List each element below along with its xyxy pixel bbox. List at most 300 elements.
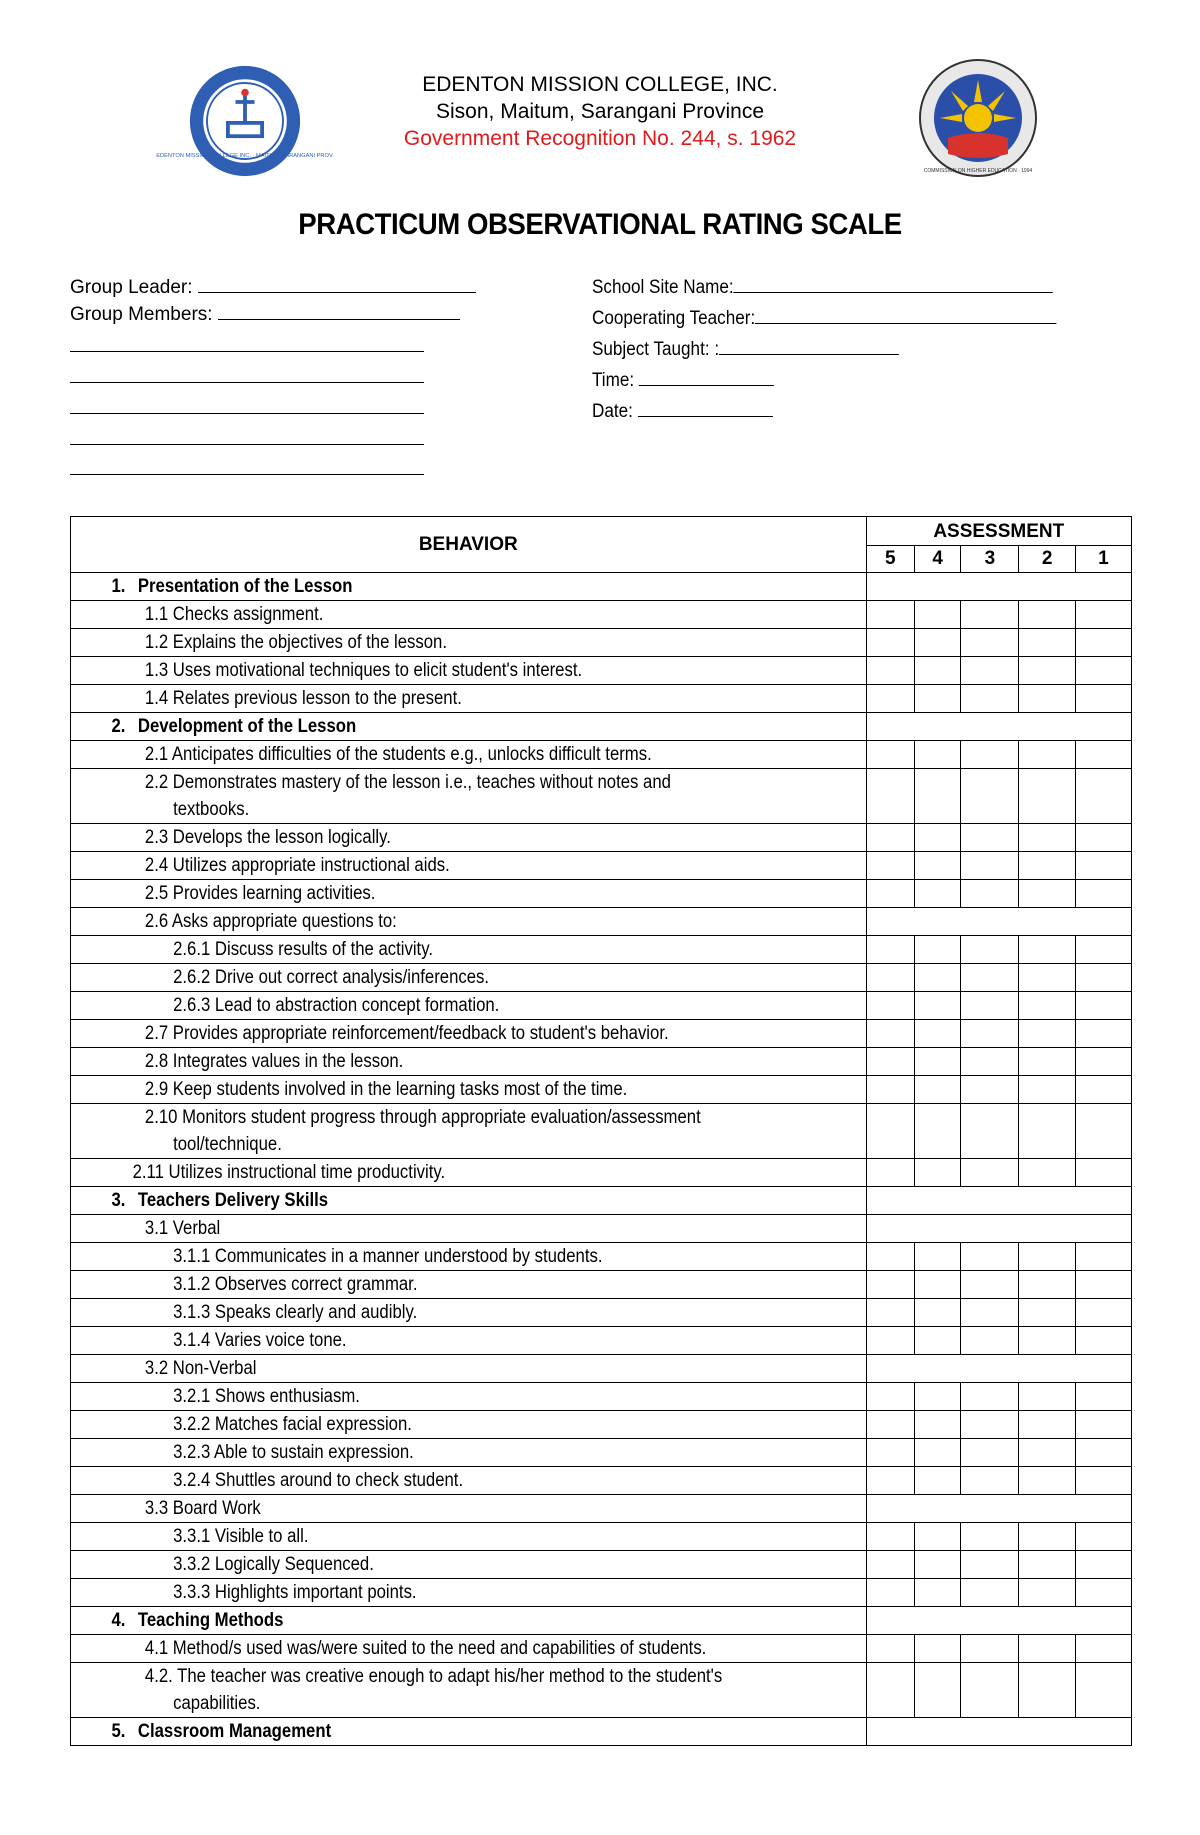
rating-checkbox-cell[interactable] [866, 964, 914, 992]
rating-checkbox-cell[interactable] [1075, 601, 1131, 629]
behavior-text: 2.2 Demonstrates mastery of the lesson i.e., teaches without notes and [144, 772, 671, 793]
rating-checkbox-cell[interactable] [1075, 1048, 1131, 1076]
rating-checkbox-cell[interactable] [961, 1104, 1019, 1159]
section-heading [71, 1607, 867, 1635]
scale-header-cell: 4 [914, 546, 960, 573]
rating-checkbox-cell[interactable] [1019, 629, 1075, 657]
behavior-text: 3.1.1 Communicates in a manner understood by students. [173, 1246, 603, 1267]
rating-checkbox-cell[interactable] [866, 936, 914, 964]
rating-checkbox-cell[interactable] [1019, 964, 1075, 992]
section-title: Teaching Methods [137, 1610, 284, 1631]
rating-checkbox-cell[interactable] [1019, 1663, 1075, 1718]
behavior-cell [71, 1327, 867, 1355]
table-row [71, 1048, 1132, 1076]
rating-checkbox-cell[interactable] [1019, 880, 1075, 908]
rating-checkbox-cell[interactable] [961, 601, 1019, 629]
rating-checkbox-cell[interactable] [961, 685, 1019, 713]
rating-checkbox-cell[interactable] [961, 1159, 1019, 1187]
rating-checkbox-cell[interactable] [1075, 741, 1131, 769]
behavior-cell [71, 657, 867, 685]
rating-checkbox-cell[interactable] [1019, 852, 1075, 880]
rating-checkbox-cell[interactable] [1019, 1104, 1075, 1159]
group-leader-field [70, 274, 476, 300]
rating-checkbox-cell[interactable] [961, 880, 1019, 908]
rating-checkbox-cell[interactable] [1075, 657, 1131, 685]
table-row [71, 1355, 1132, 1383]
rating-checkbox-cell[interactable] [1019, 1551, 1075, 1579]
rating-checkbox-cell[interactable] [1019, 1439, 1075, 1467]
behavior-text: 3.1.2 Observes correct grammar. [173, 1274, 418, 1295]
rating-checkbox-cell[interactable] [1019, 741, 1075, 769]
section-title: Presentation of the Lesson [137, 576, 353, 597]
rating-checkbox-cell[interactable] [866, 601, 914, 629]
rating-checkbox-cell[interactable] [1075, 1663, 1131, 1718]
table-row [71, 992, 1132, 1020]
rating-checkbox-cell[interactable] [1075, 1467, 1131, 1495]
rating-checkbox-cell[interactable] [914, 629, 960, 657]
behavior-text: 2.6.1 Discuss results of the activity. [173, 939, 433, 960]
rating-checkbox-cell[interactable] [866, 741, 914, 769]
left-logo-caption: EDENTON MISSION COLLEGE INC. · MAITUM, SARANGANI PROV. [156, 153, 334, 160]
behavior-text: 2.11 Utilizes instructional time productivity. [132, 1162, 446, 1183]
scale-header-cell: 2 [1019, 546, 1075, 573]
rating-checkbox-cell[interactable] [1019, 657, 1075, 685]
rating-checkbox-cell[interactable] [1019, 601, 1075, 629]
rating-checkbox-cell[interactable] [1075, 1411, 1131, 1439]
section-title: Development of the Lesson [137, 716, 357, 737]
blank-assessment-span [866, 1607, 1131, 1635]
behavior-text: 3.1.3 Speaks clearly and audibly. [173, 1302, 418, 1323]
section-heading [71, 1187, 867, 1215]
rating-checkbox-cell[interactable] [914, 824, 960, 852]
rating-checkbox-cell[interactable] [1019, 1411, 1075, 1439]
rating-checkbox-cell[interactable] [866, 1635, 914, 1663]
rating-checkbox-cell[interactable] [914, 1076, 960, 1104]
behavior-cell [71, 1523, 867, 1551]
table-row [71, 1383, 1132, 1411]
rating-checkbox-cell[interactable] [961, 1551, 1019, 1579]
rating-checkbox-cell[interactable] [1075, 1523, 1131, 1551]
rating-checkbox-cell[interactable] [914, 1104, 960, 1159]
rating-checkbox-cell[interactable] [1019, 1243, 1075, 1271]
rating-checkbox-cell[interactable] [914, 1020, 960, 1048]
blank-assessment-span [866, 1495, 1131, 1523]
rating-checkbox-cell[interactable] [914, 1551, 960, 1579]
rating-checkbox-cell[interactable] [1075, 1439, 1131, 1467]
rating-checkbox-cell[interactable] [1075, 1159, 1131, 1187]
member-blank-line[interactable] [70, 413, 424, 414]
rating-checkbox-cell[interactable] [1019, 1159, 1075, 1187]
member-blank-line[interactable] [70, 474, 424, 475]
behavior-cell [71, 992, 867, 1020]
section-heading [71, 1718, 867, 1746]
behavior-text-continued: textbooks. [173, 799, 250, 820]
table-row [71, 657, 1132, 685]
behavior-cell [71, 1383, 867, 1411]
rating-checkbox-cell[interactable] [961, 741, 1019, 769]
rating-checkbox-cell[interactable] [1019, 1299, 1075, 1327]
behavior-cell [71, 601, 867, 629]
behavior-text: 2.10 Monitors student progress through appropriate evaluation/assessment [144, 1107, 701, 1128]
table-row [71, 1551, 1132, 1579]
rating-checkbox-cell[interactable] [961, 1439, 1019, 1467]
behavior-cell [71, 1243, 867, 1271]
section-number: 4. [111, 1610, 126, 1631]
time-label: Time: [592, 370, 635, 391]
rating-checkbox-cell[interactable] [914, 1048, 960, 1076]
rating-checkbox-cell[interactable] [961, 769, 1019, 824]
behavior-text: 3.2.1 Shows enthusiasm. [173, 1386, 360, 1407]
behavior-text: 2.6 Asks appropriate questions to: [144, 911, 397, 932]
rating-checkbox-cell[interactable] [1075, 880, 1131, 908]
rating-checkbox-cell[interactable] [914, 657, 960, 685]
rating-checkbox-cell[interactable] [914, 880, 960, 908]
cooperating-teacher-line[interactable] [755, 305, 1057, 324]
behavior-cell [71, 1411, 867, 1439]
rating-checkbox-cell[interactable] [961, 1523, 1019, 1551]
rating-checkbox-cell[interactable] [866, 1383, 914, 1411]
rating-checkbox-cell[interactable] [914, 936, 960, 964]
behavior-header [71, 517, 867, 573]
behavior-text: 3.3.3 Highlights important points. [173, 1582, 417, 1603]
group-members-label: Group Members: [70, 304, 213, 325]
table-row [71, 713, 1132, 741]
member-blank-line[interactable] [70, 444, 424, 445]
table-row [71, 1076, 1132, 1104]
behavior-text: 1.3 Uses motivational techniques to elicit student's interest. [144, 660, 583, 681]
rating-checkbox-cell[interactable] [914, 1327, 960, 1355]
behavior-text: 3.2.3 Able to sustain expression. [173, 1442, 414, 1463]
behavior-text: 2.4 Utilizes appropriate instructional aids. [144, 855, 450, 876]
behavior-cell [71, 880, 867, 908]
behavior-header-label: BEHAVIOR [418, 534, 518, 555]
table-row [71, 1495, 1132, 1523]
rating-checkbox-cell[interactable] [1019, 936, 1075, 964]
rating-checkbox-cell[interactable] [1019, 1076, 1075, 1104]
table-row [71, 1020, 1132, 1048]
cooperating-teacher-label: Cooperating Teacher: [592, 308, 756, 329]
table-row [71, 1467, 1132, 1495]
behavior-text: 2.9 Keep students involved in the learning tasks most of the time. [144, 1079, 628, 1100]
rating-checkbox-cell[interactable] [961, 1663, 1019, 1718]
rating-checkbox-cell[interactable] [1075, 964, 1131, 992]
rating-checkbox-cell[interactable] [1075, 1271, 1131, 1299]
rating-checkbox-cell[interactable] [1075, 1383, 1131, 1411]
school-site-label: School Site Name: [592, 277, 734, 298]
behavior-cell [71, 852, 867, 880]
behavior-cell [71, 1439, 867, 1467]
rating-checkbox-cell[interactable] [914, 964, 960, 992]
rating-checkbox-cell[interactable] [914, 1523, 960, 1551]
rating-checkbox-cell[interactable] [866, 1467, 914, 1495]
rating-checkbox-cell[interactable] [1019, 1523, 1075, 1551]
rating-checkbox-cell[interactable] [866, 1020, 914, 1048]
rating-checkbox-cell[interactable] [914, 1467, 960, 1495]
rating-checkbox-cell[interactable] [1075, 992, 1131, 1020]
blank-assessment-span [866, 1187, 1131, 1215]
rating-checkbox-cell[interactable] [914, 685, 960, 713]
rating-checkbox-cell[interactable] [1019, 1271, 1075, 1299]
page-title: PRACTICUM OBSERVATIONAL RATING SCALE [298, 208, 902, 241]
behavior-cell [71, 741, 867, 769]
rating-checkbox-cell[interactable] [914, 1271, 960, 1299]
rating-checkbox-cell[interactable] [961, 1243, 1019, 1271]
rating-checkbox-cell[interactable] [866, 1411, 914, 1439]
school-site-line[interactable] [734, 274, 1054, 293]
rating-checkbox-cell[interactable] [866, 824, 914, 852]
rating-checkbox-cell[interactable] [1075, 1020, 1131, 1048]
rating-checkbox-cell[interactable] [866, 1159, 914, 1187]
table-row [71, 1439, 1132, 1467]
behavior-text: 3.1.4 Varies voice tone. [173, 1330, 347, 1351]
rating-checkbox-cell[interactable] [1075, 852, 1131, 880]
rating-checkbox-cell[interactable] [866, 1104, 914, 1159]
subject-taught-line[interactable] [719, 336, 899, 355]
rating-checkbox-cell[interactable] [1019, 769, 1075, 824]
rating-checkbox-cell[interactable] [1075, 1327, 1131, 1355]
assessment-header-label: ASSESSMENT [933, 520, 1065, 542]
right-logo-caption: COMMISSION ON HIGHER EDUCATION · 1994 [923, 168, 1033, 174]
table-row [71, 741, 1132, 769]
behavior-text: 3.3.2 Logically Sequenced. [173, 1554, 374, 1575]
rating-checkbox-cell[interactable] [1019, 1579, 1075, 1607]
blank-assessment-span [866, 908, 1131, 936]
rating-checkbox-cell[interactable] [866, 1439, 914, 1467]
rating-checkbox-cell[interactable] [866, 880, 914, 908]
table-row [71, 1579, 1132, 1607]
rating-checkbox-cell[interactable] [866, 992, 914, 1020]
behavior-text: 1.2 Explains the objectives of the lesson. [144, 632, 447, 653]
behavior-cell [71, 1215, 867, 1243]
rating-checkbox-cell[interactable] [914, 601, 960, 629]
behavior-cell [71, 1635, 867, 1663]
behavior-cell [71, 1104, 867, 1159]
table-row [71, 852, 1132, 880]
behavior-cell [71, 936, 867, 964]
rating-checkbox-cell[interactable] [1075, 1635, 1131, 1663]
rating-checkbox-cell[interactable] [961, 992, 1019, 1020]
behavior-cell [71, 1355, 867, 1383]
rating-checkbox-cell[interactable] [961, 629, 1019, 657]
rating-checkbox-cell[interactable] [866, 1551, 914, 1579]
college-address: Sison, Maitum, Sarangani Province [436, 100, 764, 123]
date-label: Date: [592, 401, 633, 422]
rating-checkbox-cell[interactable] [1075, 1076, 1131, 1104]
school-site-field [592, 274, 1053, 300]
cooperating-teacher-field [592, 305, 1057, 331]
group-leader-label: Group Leader: [70, 277, 193, 298]
rating-checkbox-cell[interactable] [961, 1383, 1019, 1411]
behavior-cell [71, 1020, 867, 1048]
date-line[interactable] [638, 398, 773, 417]
behavior-cell [71, 685, 867, 713]
table-row [71, 573, 1132, 601]
rating-checkbox-cell[interactable] [914, 741, 960, 769]
rating-checkbox-cell[interactable] [961, 824, 1019, 852]
rating-checkbox-cell[interactable] [961, 657, 1019, 685]
rating-checkbox-cell[interactable] [961, 1579, 1019, 1607]
rating-checkbox-cell[interactable] [914, 1411, 960, 1439]
rating-checkbox-cell[interactable] [1019, 992, 1075, 1020]
behavior-text-continued: capabilities. [173, 1693, 261, 1714]
behavior-cell [71, 1551, 867, 1579]
rating-checkbox-cell[interactable] [1075, 1551, 1131, 1579]
rating-checkbox-cell[interactable] [961, 1411, 1019, 1439]
rating-checkbox-cell[interactable] [1019, 1635, 1075, 1663]
blank-assessment-span [866, 573, 1131, 601]
behavior-text: 2.5 Provides learning activities. [144, 883, 376, 904]
rating-checkbox-cell[interactable] [866, 852, 914, 880]
rating-checkbox-cell[interactable] [1019, 1048, 1075, 1076]
rating-checkbox-cell[interactable] [866, 1523, 914, 1551]
behavior-cell [71, 908, 867, 936]
blank-assessment-span [866, 1718, 1131, 1746]
rating-checkbox-cell[interactable] [866, 1327, 914, 1355]
behavior-cell [71, 1495, 867, 1523]
rating-checkbox-cell[interactable] [866, 1076, 914, 1104]
rating-checkbox-cell[interactable] [914, 852, 960, 880]
table-row [71, 1607, 1132, 1635]
behavior-text: 2.6.3 Lead to abstraction concept formation. [173, 995, 500, 1016]
behavior-text: 2.8 Integrates values in the lesson. [144, 1051, 404, 1072]
table-row [71, 1411, 1132, 1439]
rating-checkbox-cell[interactable] [866, 1048, 914, 1076]
behavior-text: 1.4 Relates previous lesson to the present. [144, 688, 462, 709]
rating-checkbox-cell[interactable] [866, 1299, 914, 1327]
behavior-text: 3.3 Board Work [144, 1498, 261, 1519]
member-blank-line[interactable] [70, 382, 424, 383]
rating-checkbox-cell[interactable] [914, 992, 960, 1020]
subject-taught-label: Subject Taught: : [592, 339, 720, 360]
rating-checkbox-cell[interactable] [866, 769, 914, 824]
group-leader-line[interactable] [198, 274, 476, 293]
rating-checkbox-cell[interactable] [1019, 685, 1075, 713]
table-row [71, 880, 1132, 908]
rating-checkbox-cell[interactable] [914, 1243, 960, 1271]
rating-checkbox-cell[interactable] [866, 1663, 914, 1718]
behavior-text: 4.2. The teacher was creative enough to adapt his/her method to the student's [144, 1666, 723, 1687]
rating-checkbox-cell[interactable] [914, 1579, 960, 1607]
table-row [71, 908, 1132, 936]
behavior-text: 1.1 Checks assignment. [144, 604, 324, 625]
behavior-cell [71, 1159, 867, 1187]
group-members-line[interactable] [218, 301, 460, 320]
section-heading [71, 573, 867, 601]
rating-checkbox-cell[interactable] [961, 1467, 1019, 1495]
rating-checkbox-cell[interactable] [1075, 1243, 1131, 1271]
rating-checkbox-cell[interactable] [914, 1299, 960, 1327]
behavior-cell [71, 1271, 867, 1299]
behavior-cell [71, 1299, 867, 1327]
rating-checkbox-cell[interactable] [961, 852, 1019, 880]
rating-checkbox-cell[interactable] [866, 629, 914, 657]
rating-checkbox-cell[interactable] [1075, 936, 1131, 964]
scale-header-cell: 1 [1075, 546, 1131, 573]
table-row [71, 685, 1132, 713]
table-row [71, 824, 1132, 852]
time-field [592, 367, 774, 393]
behavior-text: 3.2.2 Matches facial expression. [173, 1414, 412, 1435]
behavior-text: 4.1 Method/s used was/were suited to the need and capabilities of students. [144, 1638, 707, 1659]
time-line[interactable] [639, 367, 774, 386]
section-number: 2. [111, 716, 126, 737]
behavior-text: 3.1 Verbal [144, 1218, 221, 1239]
rating-checkbox-cell[interactable] [914, 769, 960, 824]
rating-checkbox-cell[interactable] [961, 1048, 1019, 1076]
rating-checkbox-cell[interactable] [961, 1635, 1019, 1663]
rating-checkbox-cell[interactable] [1075, 1579, 1131, 1607]
subject-taught-field [592, 336, 899, 362]
behavior-text: 2.3 Develops the lesson logically. [144, 827, 391, 848]
member-blank-line[interactable] [70, 351, 424, 352]
rating-checkbox-cell[interactable] [914, 1635, 960, 1663]
rating-checkbox-cell[interactable] [914, 1439, 960, 1467]
rating-checkbox-cell[interactable] [961, 1299, 1019, 1327]
rating-checkbox-cell[interactable] [1019, 824, 1075, 852]
behavior-cell [71, 1076, 867, 1104]
rating-checkbox-cell[interactable] [1019, 1327, 1075, 1355]
rating-checkbox-cell[interactable] [1075, 1299, 1131, 1327]
blank-assessment-span [866, 1355, 1131, 1383]
behavior-cell [71, 629, 867, 657]
rating-scale-table [70, 516, 1132, 1746]
table-row [71, 769, 1132, 824]
rating-checkbox-cell[interactable] [866, 1271, 914, 1299]
behavior-text: 2.7 Provides appropriate reinforcement/feedback to student's behavior. [144, 1023, 669, 1044]
rating-checkbox-cell[interactable] [914, 1663, 960, 1718]
table-row [71, 1635, 1132, 1663]
rating-checkbox-cell[interactable] [866, 1243, 914, 1271]
behavior-text: 2.1 Anticipates difficulties of the students e.g., unlocks difficult terms. [144, 744, 652, 765]
rating-checkbox-cell[interactable] [1075, 1104, 1131, 1159]
table-row [71, 1215, 1132, 1243]
rating-checkbox-cell[interactable] [1075, 629, 1131, 657]
rating-checkbox-cell[interactable] [961, 936, 1019, 964]
rating-checkbox-cell[interactable] [961, 1327, 1019, 1355]
section-heading [71, 713, 867, 741]
table-row [71, 1663, 1132, 1718]
rating-checkbox-cell[interactable] [1075, 685, 1131, 713]
rating-checkbox-cell[interactable] [1075, 769, 1131, 824]
group-members-field [70, 301, 460, 327]
rating-checkbox-cell[interactable] [914, 1383, 960, 1411]
rating-checkbox-cell[interactable] [1019, 1020, 1075, 1048]
government-recognition: Government Recognition No. 244, s. 1962 [403, 127, 797, 150]
behavior-text: 3.2 Non-Verbal [144, 1358, 257, 1379]
behavior-cell [71, 1579, 867, 1607]
rating-checkbox-cell[interactable] [1075, 824, 1131, 852]
rating-checkbox-cell[interactable] [914, 1159, 960, 1187]
rating-checkbox-cell[interactable] [1019, 1383, 1075, 1411]
rating-checkbox-cell[interactable] [866, 657, 914, 685]
section-title: Classroom Management [137, 1721, 332, 1742]
behavior-cell [71, 1663, 867, 1718]
rating-checkbox-cell[interactable] [961, 1271, 1019, 1299]
table-row [71, 1271, 1132, 1299]
rating-checkbox-cell[interactable] [866, 685, 914, 713]
table-row [71, 629, 1132, 657]
assessment-header [866, 517, 1131, 546]
rating-checkbox-cell[interactable] [961, 1020, 1019, 1048]
rating-checkbox-cell[interactable] [1019, 1467, 1075, 1495]
rating-checkbox-cell[interactable] [961, 964, 1019, 992]
behavior-cell [71, 824, 867, 852]
behavior-cell [71, 769, 867, 824]
blank-assessment-span [866, 1215, 1131, 1243]
rating-checkbox-cell[interactable] [866, 1579, 914, 1607]
rating-checkbox-cell[interactable] [961, 1076, 1019, 1104]
date-field [592, 398, 773, 424]
